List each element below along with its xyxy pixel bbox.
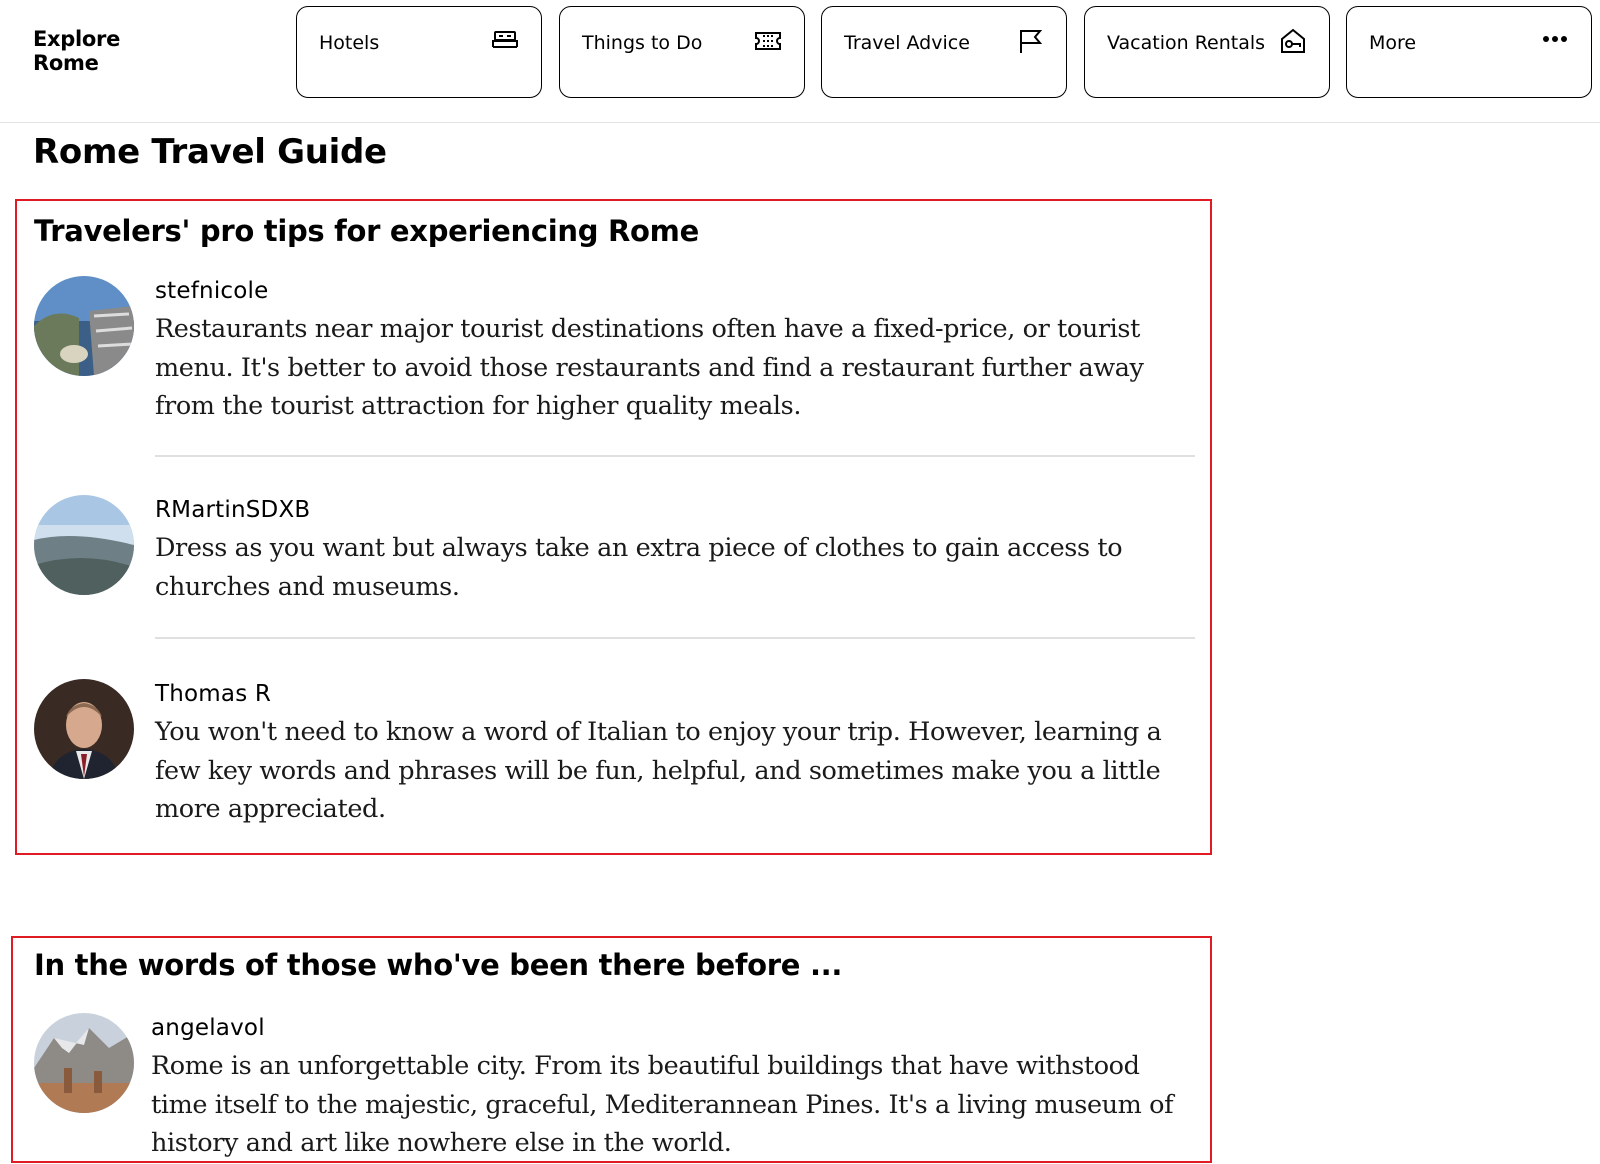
divider	[155, 637, 1195, 639]
brand-line-rome: Rome	[33, 51, 99, 75]
avatar-photo	[34, 679, 134, 779]
avatar-photo	[34, 276, 134, 376]
testimonial-author[interactable]: angelavol	[151, 1015, 265, 1041]
tip-text: Dress as you want but always take an extra piece of clothes to gain access to churches and museums.	[155, 533, 1123, 602]
nav-travel-advice-button[interactable]	[821, 6, 1067, 98]
ticket-icon	[754, 27, 782, 55]
nav-more-label: More	[1369, 32, 1417, 54]
brand-line-explore: Explore	[33, 27, 121, 51]
nav-hotels-button[interactable]	[296, 6, 542, 98]
avatar[interactable]	[34, 495, 134, 595]
bed-icon	[491, 27, 519, 55]
nav-hotels-label: Hotels	[319, 32, 380, 54]
tip-author[interactable]: RMartinSDXB	[155, 497, 311, 523]
avatar-photo	[34, 1013, 134, 1113]
avatar[interactable]	[34, 1013, 134, 1113]
house-key-icon	[1279, 27, 1307, 55]
nav-more-button[interactable]	[1346, 6, 1592, 98]
explore-rome-link[interactable]	[33, 27, 120, 75]
flag-icon	[1016, 27, 1044, 55]
nav-vacation-label: Vacation Rentals	[1107, 32, 1266, 54]
top-navigation	[0, 0, 1600, 123]
avatar[interactable]	[34, 679, 134, 779]
avatar-photo	[34, 495, 134, 595]
testimonial-text: Rome is an unforgettable city. From its beautiful buildings that have withstood time itself to the majestic, graceful, Mediterannean Pines. It's a living museum of history and art like nowhere else in the world.	[151, 1051, 1174, 1158]
tip-text: You won't need to know a word of Italian to enjoy your trip. However, learning a few key words and phrases will be fun, helpful, and sometimes make you a little more appreciated.	[155, 717, 1162, 824]
testimonials-section	[11, 936, 1212, 1163]
tip-author[interactable]: Thomas R	[155, 681, 272, 707]
page-title: Rome Travel Guide	[33, 132, 387, 172]
pro-tips-section	[15, 199, 1212, 855]
tip-author[interactable]: stefnicole	[155, 278, 269, 304]
nav-advice-label: Travel Advice	[844, 32, 970, 54]
avatar[interactable]	[34, 276, 134, 376]
pro-tips-heading: Travelers' pro tips for experiencing Rome	[34, 214, 699, 248]
tip-text: Restaurants near major tourist destinations often have a fixed-price, or tourist menu. It's better to avoid those restaurants and find a restaurant further away from the tourist attraction for higher quality meals.	[155, 314, 1144, 421]
nav-vacation-rentals-button[interactable]	[1084, 6, 1330, 98]
testimonials-heading: In the words of those who've been there before ...	[34, 948, 843, 982]
nav-things-to-do-button[interactable]	[559, 6, 805, 98]
nav-things-label: Things to Do	[582, 32, 703, 54]
more-dots-icon	[1541, 27, 1569, 55]
divider	[155, 455, 1195, 457]
